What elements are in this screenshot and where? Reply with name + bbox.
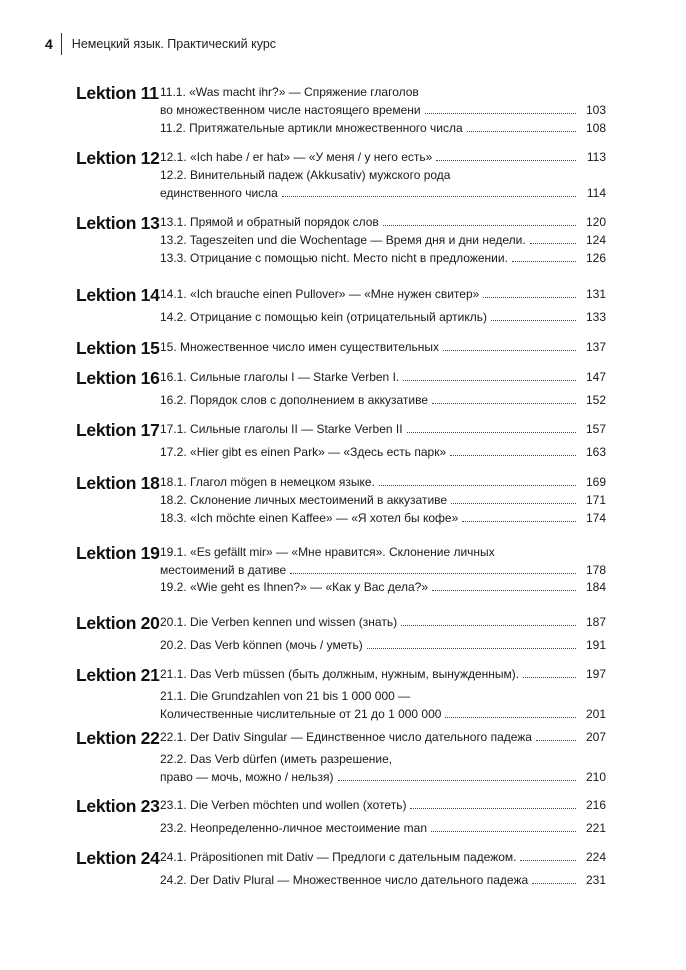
toc-entry[interactable] [160, 849, 606, 867]
entry-page-number: 124 [585, 233, 606, 247]
entry-page-number: 103 [585, 102, 606, 117]
entry-page-number: 216 [585, 798, 606, 812]
entry-title: 22.1. Der Dativ Singular — Единственное число дательного падежа [160, 730, 532, 744]
header-divider [61, 33, 62, 55]
entry-title: 18.3. «Ich möchte einen Kaffee» — «Я хотел бы кофе» [160, 511, 459, 525]
toc-entry[interactable] [160, 729, 606, 747]
entry-page-number: 231 [585, 873, 606, 887]
entry-page-number: 221 [585, 821, 606, 835]
lesson-label: Lektion 14 [76, 285, 160, 305]
toc-entry[interactable] [160, 369, 606, 387]
lesson-block [76, 665, 606, 721]
entry-page-number: 147 [585, 370, 606, 384]
toc-entry[interactable] [160, 751, 606, 786]
entry-page-number: 201 [585, 706, 606, 721]
entry-title: 18.1. Глагол mögen в немецком языке. [160, 475, 375, 489]
toc-entry[interactable] [160, 309, 606, 327]
toc-entry[interactable] [160, 820, 606, 838]
lesson-label: Lektion 24 [76, 848, 160, 868]
lesson-block [76, 796, 606, 835]
toc-entry[interactable] [160, 421, 606, 439]
toc-entry[interactable] [160, 339, 606, 357]
entry-title: во множественном числе настоящего времени [160, 102, 421, 117]
lesson-label: Lektion 11 [76, 83, 159, 103]
lesson-label: Lektion 13 [76, 213, 160, 233]
entry-page-number: 184 [585, 580, 606, 594]
dot-leader [407, 432, 576, 433]
toc-entry[interactable] [160, 167, 606, 202]
entry-page-number: 224 [585, 850, 606, 864]
entry-title: 11.2. Притяжательные артикли множественного числа [160, 121, 463, 135]
lesson-label: Lektion 12 [76, 148, 160, 168]
dot-leader [410, 808, 576, 809]
entry-title: 21.1. Das Verb müssen (быть должным, нужным, вынужденным). [160, 667, 520, 681]
toc-entry[interactable] [160, 232, 606, 250]
lesson-label: Lektion 18 [76, 473, 160, 493]
dot-leader [282, 196, 576, 197]
entry-page-number: 152 [585, 393, 606, 407]
toc-entry[interactable] [160, 688, 606, 723]
lesson-block [76, 339, 606, 357]
toc-entry[interactable] [160, 474, 606, 492]
entry-page-number: 120 [585, 215, 606, 229]
entry-page-number: 210 [585, 769, 606, 784]
dot-leader [520, 860, 576, 861]
running-title: Немецкий язык. Практический курс [71, 37, 277, 51]
dot-leader [290, 573, 576, 574]
entry-title: 17.2. «Hier gibt es einen Park» — «Здесь есть парк» [160, 445, 447, 459]
entry-title: 13.2. Tageszeiten und die Wochentage — Время дня и дни недели. [160, 233, 526, 247]
lesson-label: Lektion 15 [76, 338, 160, 358]
entry-page-number: 191 [585, 638, 606, 652]
dot-leader [445, 717, 576, 718]
entry-page-number: 197 [585, 667, 606, 681]
dot-leader [431, 831, 576, 832]
entry-page-number: 207 [585, 730, 606, 744]
toc-entry[interactable] [160, 492, 606, 510]
entry-title: право — мочь, можно / нельзя) [160, 769, 334, 784]
entry-title: 24.1. Präpositionen mit Dativ — Предлоги с дательным падежом. [160, 850, 517, 864]
entry-title: единственного числа [160, 185, 278, 200]
lesson-block [76, 728, 606, 784]
dot-leader [512, 261, 576, 262]
dot-leader [483, 297, 576, 298]
toc-entry[interactable] [160, 120, 606, 138]
entry-page-number: 187 [585, 615, 606, 629]
dot-leader [403, 380, 576, 381]
toc-entry[interactable] [160, 544, 606, 579]
entry-title: 23.1. Die Verben möchten und wollen (хотеть) [160, 798, 407, 812]
dot-leader [383, 225, 576, 226]
page-number: 4 [45, 36, 53, 52]
entry-title: 20.1. Die Verben kennen und wissen (знать) [160, 615, 398, 629]
dot-leader [462, 521, 576, 522]
entry-page-number: 131 [585, 287, 606, 301]
dot-leader [367, 648, 576, 649]
lesson-block [76, 213, 606, 265]
toc-entry[interactable] [160, 666, 606, 684]
entry-page-number: 174 [585, 511, 606, 525]
entry-title: 12.1. «Ich habe / er hat» — «У меня / у него есть» [160, 150, 433, 164]
dot-leader [379, 485, 576, 486]
dot-leader [432, 590, 576, 591]
entry-title: 14.1. «Ich brauche einen Pullover» — «Мне нужен свитер» [160, 287, 480, 301]
dot-leader [432, 403, 576, 404]
lesson-block [76, 848, 606, 887]
lesson-label: Lektion 23 [76, 796, 160, 816]
toc-entry[interactable] [160, 149, 606, 167]
lesson-block [76, 368, 606, 407]
toc-entry[interactable] [160, 614, 606, 632]
lesson-block [76, 473, 606, 525]
entry-title: 20.2. Das Verb können (мочь / уметь) [160, 638, 363, 652]
toc-entry[interactable] [160, 84, 606, 119]
dot-leader [451, 503, 576, 504]
entry-page-number: 171 [585, 493, 606, 507]
dot-leader [338, 780, 576, 781]
entry-title: 14.2. Отрицание с помощью kein (отрицательный артикль) [160, 310, 488, 324]
entry-title: 17.1. Сильные глаголы II — Starke Verben II [160, 422, 403, 436]
lesson-label: Lektion 16 [76, 368, 160, 388]
entry-page-number: 178 [585, 562, 606, 577]
entry-title: 12.2. Винительный падеж (Akkusativ) мужского рода [160, 168, 451, 182]
dot-leader [530, 243, 576, 244]
toc-entry[interactable] [160, 250, 606, 268]
entry-title: 13.3. Отрицание с помощью nicht. Место nicht в предложении. [160, 251, 508, 265]
dot-leader [523, 677, 576, 678]
entry-title: 11.1. «Was macht ihr?» — Спряжение глаголов [160, 85, 419, 99]
toc-entry[interactable] [160, 286, 606, 304]
dot-leader [450, 455, 576, 456]
entry-title: 21.1. Die Grundzahlen von 21 bis 1 000 000 — [160, 689, 411, 703]
entry-title: 16.2. Порядок слов с дополнением в аккузативе [160, 393, 428, 407]
dot-leader [443, 350, 576, 351]
lesson-block [76, 285, 606, 324]
dot-leader [532, 883, 576, 884]
entry-title: 13.1. Прямой и обратный порядок слов [160, 215, 379, 229]
entry-title: 19.1. «Es gefällt mir» — «Мне нравится». Склонение личных [160, 545, 495, 559]
dot-leader [401, 625, 576, 626]
entry-title: местоимений в дативе [160, 562, 287, 577]
entry-page-number: 114 [586, 185, 606, 200]
entry-title: 23.2. Неопределенно-личное местоимение man [160, 821, 428, 835]
lesson-label: Lektion 20 [76, 613, 160, 633]
toc-entry[interactable] [160, 579, 606, 597]
toc-entry[interactable] [160, 637, 606, 655]
entry-page-number: 157 [585, 422, 606, 436]
dot-leader [467, 131, 576, 132]
toc-entry[interactable] [160, 392, 606, 410]
entry-page-number: 108 [585, 121, 606, 135]
page-header [45, 33, 276, 55]
lesson-label: Lektion 22 [76, 728, 160, 748]
dot-leader [491, 320, 576, 321]
entry-title: 24.2. Der Dativ Plural — Множественное число дательного падежа [160, 873, 529, 887]
entry-title: 15. Множественное число имен существительных [160, 340, 440, 354]
lesson-block [76, 83, 606, 135]
lesson-label: Lektion 21 [76, 665, 160, 685]
lesson-block [76, 613, 606, 652]
entry-title: Количественные числительные от 21 до 1 000 000 [160, 706, 442, 721]
lesson-block [76, 420, 606, 459]
toc-entry[interactable] [160, 797, 606, 815]
dot-leader [436, 160, 576, 161]
dot-leader [536, 740, 576, 741]
entry-page-number: 137 [585, 340, 606, 354]
toc-entry[interactable] [160, 510, 606, 528]
lesson-label: Lektion 19 [76, 543, 160, 563]
toc-entry[interactable] [160, 872, 606, 890]
entry-title: 19.2. «Wie geht es Ihnen?» — «Как у Вас дела?» [160, 580, 429, 594]
entry-page-number: 126 [585, 251, 606, 265]
entry-page-number: 113 [586, 150, 606, 164]
entry-title: 16.1. Сильные глаголы I — Starke Verben I. [160, 370, 400, 384]
entry-page-number: 133 [585, 310, 606, 324]
entry-page-number: 169 [585, 475, 606, 489]
entry-title: 18.2. Склонение личных местоимений в аккузативе [160, 493, 448, 507]
lesson-label: Lektion 17 [76, 420, 160, 440]
entry-title: 22.2. Das Verb dürfen (иметь разрешение, [160, 752, 393, 766]
lesson-block [76, 148, 606, 200]
toc-entry[interactable] [160, 444, 606, 462]
toc-entry[interactable] [160, 214, 606, 232]
dot-leader [425, 113, 576, 114]
lesson-block [76, 543, 606, 594]
entry-page-number: 163 [585, 445, 606, 459]
